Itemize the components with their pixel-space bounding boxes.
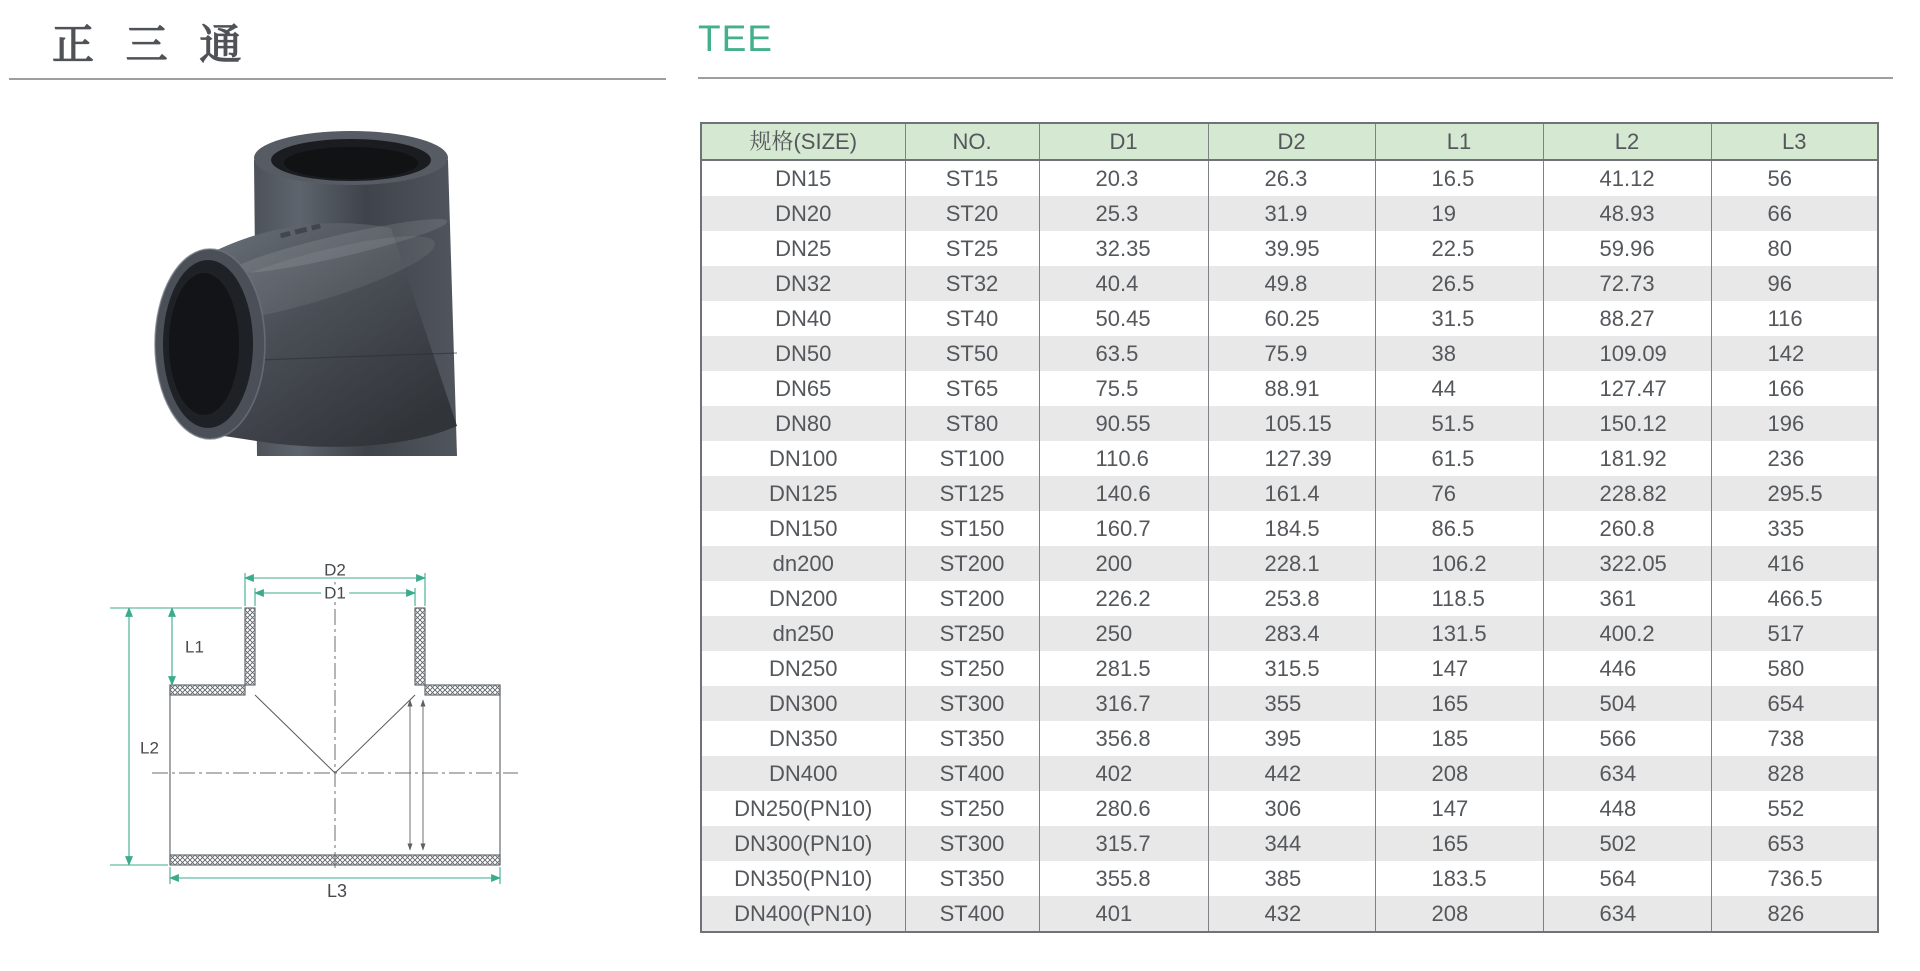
cell-l1: 147 (1375, 651, 1543, 686)
cell-d2: 228.1 (1208, 546, 1375, 581)
table-header-d1: D1 (1039, 123, 1208, 160)
cell-d1: 401 (1039, 896, 1208, 932)
cell-d1: 226.2 (1039, 581, 1208, 616)
cell-l2: 109.09 (1543, 336, 1711, 371)
cell-l2: 322.05 (1543, 546, 1711, 581)
cell-no: ST250 (905, 651, 1039, 686)
cell-l1: 38 (1375, 336, 1543, 371)
cell-d1: 160.7 (1039, 511, 1208, 546)
cell-l2: 150.12 (1543, 406, 1711, 441)
cell-l2: 502 (1543, 826, 1711, 861)
cell-size: DN80 (701, 406, 905, 441)
cell-l3: 116 (1711, 301, 1878, 336)
cell-l3: 142 (1711, 336, 1878, 371)
table-header-l3: L3 (1711, 123, 1878, 160)
table-row (701, 371, 1878, 406)
tee-cross-section-drawing (90, 560, 530, 900)
cell-d1: 200 (1039, 546, 1208, 581)
cell-d1: 110.6 (1039, 441, 1208, 476)
cell-no: ST40 (905, 301, 1039, 336)
cell-l3: 826 (1711, 896, 1878, 932)
cell-d2: 395 (1208, 721, 1375, 756)
cell-no: ST150 (905, 511, 1039, 546)
table-row (701, 616, 1878, 651)
cell-size: DN20 (701, 196, 905, 231)
cell-d2: 105.15 (1208, 406, 1375, 441)
cell-l1: 61.5 (1375, 441, 1543, 476)
cell-l2: 88.27 (1543, 301, 1711, 336)
cell-size: dn250 (701, 616, 905, 651)
cell-d1: 356.8 (1039, 721, 1208, 756)
cell-l3: 736.5 (1711, 861, 1878, 896)
cell-l3: 66 (1711, 196, 1878, 231)
cell-d2: 283.4 (1208, 616, 1375, 651)
cell-no: ST250 (905, 616, 1039, 651)
cell-no: ST400 (905, 896, 1039, 932)
cell-no: ST20 (905, 196, 1039, 231)
cell-d2: 253.8 (1208, 581, 1375, 616)
cell-size: DN300(PN10) (701, 826, 905, 861)
cell-d1: 25.3 (1039, 196, 1208, 231)
cell-l1: 106.2 (1375, 546, 1543, 581)
cell-d2: 49.8 (1208, 266, 1375, 301)
cell-l3: 517 (1711, 616, 1878, 651)
cell-l2: 446 (1543, 651, 1711, 686)
cell-l1: 51.5 (1375, 406, 1543, 441)
table-row (701, 301, 1878, 336)
cell-no: ST400 (905, 756, 1039, 791)
cell-l2: 228.82 (1543, 476, 1711, 511)
cell-l1: 16.5 (1375, 160, 1543, 196)
table-row (701, 511, 1878, 546)
cell-l2: 400.2 (1543, 616, 1711, 651)
cell-l3: 552 (1711, 791, 1878, 826)
table-row (701, 196, 1878, 231)
cell-d1: 140.6 (1039, 476, 1208, 511)
cell-l3: 828 (1711, 756, 1878, 791)
cell-l2: 504 (1543, 686, 1711, 721)
cell-d2: 161.4 (1208, 476, 1375, 511)
cell-d1: 75.5 (1039, 371, 1208, 406)
cell-no: ST100 (905, 441, 1039, 476)
table-row (701, 861, 1878, 896)
dim-label-d2: D2 (324, 560, 346, 580)
dimension-diagram (90, 560, 530, 900)
cell-d1: 250 (1039, 616, 1208, 651)
cell-d1: 90.55 (1039, 406, 1208, 441)
table-row (701, 160, 1878, 196)
cell-no: ST125 (905, 476, 1039, 511)
cell-d2: 344 (1208, 826, 1375, 861)
cell-l1: 44 (1375, 371, 1543, 406)
cell-l3: 80 (1711, 231, 1878, 266)
cell-d1: 315.7 (1039, 826, 1208, 861)
cell-l2: 41.12 (1543, 160, 1711, 196)
cell-l2: 564 (1543, 861, 1711, 896)
cell-l2: 181.92 (1543, 441, 1711, 476)
tee-branch-opening-depth (169, 273, 239, 415)
cell-l2: 361 (1543, 581, 1711, 616)
cell-size: DN200 (701, 581, 905, 616)
table-row (701, 581, 1878, 616)
cell-d2: 184.5 (1208, 511, 1375, 546)
cell-no: ST350 (905, 721, 1039, 756)
cell-no: ST250 (905, 791, 1039, 826)
cell-d1: 50.45 (1039, 301, 1208, 336)
table-header-row (701, 123, 1878, 160)
cell-size: DN400 (701, 756, 905, 791)
table-row (701, 826, 1878, 861)
cell-l1: 118.5 (1375, 581, 1543, 616)
cell-no: ST200 (905, 546, 1039, 581)
cell-size: DN65 (701, 371, 905, 406)
table-row (701, 406, 1878, 441)
cell-d2: 442 (1208, 756, 1375, 791)
cell-size: DN250(PN10) (701, 791, 905, 826)
cell-no: ST200 (905, 581, 1039, 616)
cell-l3: 236 (1711, 441, 1878, 476)
cell-l3: 96 (1711, 266, 1878, 301)
cell-l1: 131.5 (1375, 616, 1543, 651)
dim-label-l3: L3 (326, 881, 348, 901)
product-photo-tee-fitting (105, 98, 520, 460)
cell-size: dn200 (701, 546, 905, 581)
cell-size: DN40 (701, 301, 905, 336)
cell-l1: 19 (1375, 196, 1543, 231)
cell-l3: 166 (1711, 371, 1878, 406)
cell-d2: 355 (1208, 686, 1375, 721)
table-row (701, 336, 1878, 371)
cell-l3: 56 (1711, 160, 1878, 196)
dimension-lines (110, 573, 500, 884)
dim-label-d1: D1 (321, 585, 349, 602)
cell-l3: 738 (1711, 721, 1878, 756)
table-row (701, 476, 1878, 511)
cell-d2: 39.95 (1208, 231, 1375, 266)
table-row (701, 441, 1878, 476)
cell-d1: 280.6 (1039, 791, 1208, 826)
table-row (701, 231, 1878, 266)
cell-size: DN100 (701, 441, 905, 476)
cell-size: DN125 (701, 476, 905, 511)
cell-no: ST300 (905, 826, 1039, 861)
table-header-d2: D2 (1208, 123, 1375, 160)
cell-d2: 60.25 (1208, 301, 1375, 336)
table-row (701, 896, 1878, 932)
cell-l3: 653 (1711, 826, 1878, 861)
cell-l1: 208 (1375, 756, 1543, 791)
cell-d1: 316.7 (1039, 686, 1208, 721)
cell-l1: 165 (1375, 826, 1543, 861)
cell-l1: 22.5 (1375, 231, 1543, 266)
table-row (701, 546, 1878, 581)
cell-d2: 26.3 (1208, 160, 1375, 196)
cell-size: DN50 (701, 336, 905, 371)
cell-no: ST300 (905, 686, 1039, 721)
cell-d1: 20.3 (1039, 160, 1208, 196)
cell-no: ST65 (905, 371, 1039, 406)
cell-l1: 31.5 (1375, 301, 1543, 336)
cell-size: DN32 (701, 266, 905, 301)
cell-l2: 127.47 (1543, 371, 1711, 406)
table-header-l2: L2 (1543, 123, 1711, 160)
table-row (701, 721, 1878, 756)
cell-d1: 40.4 (1039, 266, 1208, 301)
cell-no: ST50 (905, 336, 1039, 371)
cell-d2: 306 (1208, 791, 1375, 826)
cell-l3: 466.5 (1711, 581, 1878, 616)
tee-top-opening-depth (284, 147, 418, 179)
cell-size: DN25 (701, 231, 905, 266)
table-header-l1: L1 (1375, 123, 1543, 160)
dim-label-l2: L2 (137, 740, 162, 757)
table-header-no: NO. (905, 123, 1039, 160)
cell-d2: 127.39 (1208, 441, 1375, 476)
page-title-cn: 正 三 通 (52, 21, 252, 68)
cell-no: ST15 (905, 160, 1039, 196)
cell-l1: 185 (1375, 721, 1543, 756)
cell-size: DN350(PN10) (701, 861, 905, 896)
table-header-size: 规格(SIZE) (701, 123, 905, 160)
cell-l1: 147 (1375, 791, 1543, 826)
cell-d2: 88.91 (1208, 371, 1375, 406)
cell-size: DN300 (701, 686, 905, 721)
cell-l2: 48.93 (1543, 196, 1711, 231)
cell-size: DN350 (701, 721, 905, 756)
cell-l3: 654 (1711, 686, 1878, 721)
cell-d2: 432 (1208, 896, 1375, 932)
cell-d1: 32.35 (1039, 231, 1208, 266)
cell-no: ST80 (905, 406, 1039, 441)
cell-l3: 196 (1711, 406, 1878, 441)
cell-d2: 75.9 (1208, 336, 1375, 371)
cell-l1: 26.5 (1375, 266, 1543, 301)
table-row (701, 651, 1878, 686)
table-row (701, 791, 1878, 826)
cell-l2: 59.96 (1543, 231, 1711, 266)
cell-l2: 72.73 (1543, 266, 1711, 301)
socket-v-lines (255, 695, 415, 773)
cell-l1: 76 (1375, 476, 1543, 511)
cell-l2: 260.8 (1543, 511, 1711, 546)
cell-l3: 416 (1711, 546, 1878, 581)
table-row (701, 686, 1878, 721)
spec-table (700, 122, 1879, 933)
table-row (701, 266, 1878, 301)
cell-no: ST25 (905, 231, 1039, 266)
cell-l1: 165 (1375, 686, 1543, 721)
cell-d2: 315.5 (1208, 651, 1375, 686)
dim-label-l1: L1 (185, 637, 204, 657)
cell-no: ST350 (905, 861, 1039, 896)
cell-size: DN15 (701, 160, 905, 196)
cell-d2: 31.9 (1208, 196, 1375, 231)
cell-no: ST32 (905, 266, 1039, 301)
table-row (701, 756, 1878, 791)
cell-l1: 183.5 (1375, 861, 1543, 896)
spec-table-body (701, 160, 1878, 932)
cell-size: DN150 (701, 511, 905, 546)
cell-l2: 566 (1543, 721, 1711, 756)
cell-size: DN400(PN10) (701, 896, 905, 932)
socket-depth-marks (410, 700, 423, 850)
cell-l2: 634 (1543, 896, 1711, 932)
title-divider-right (698, 77, 1893, 79)
page-title-en: TEE (698, 18, 773, 59)
cell-l1: 208 (1375, 896, 1543, 932)
cell-d1: 281.5 (1039, 651, 1208, 686)
title-divider-left (9, 78, 666, 80)
cell-d1: 402 (1039, 756, 1208, 791)
cell-d1: 63.5 (1039, 336, 1208, 371)
cell-d2: 385 (1208, 861, 1375, 896)
cell-size: DN250 (701, 651, 905, 686)
cell-l2: 448 (1543, 791, 1711, 826)
centerlines (152, 582, 518, 872)
cell-l3: 580 (1711, 651, 1878, 686)
cell-l3: 295.5 (1711, 476, 1878, 511)
cell-l3: 335 (1711, 511, 1878, 546)
cell-d1: 355.8 (1039, 861, 1208, 896)
cell-l1: 86.5 (1375, 511, 1543, 546)
cell-l2: 634 (1543, 756, 1711, 791)
